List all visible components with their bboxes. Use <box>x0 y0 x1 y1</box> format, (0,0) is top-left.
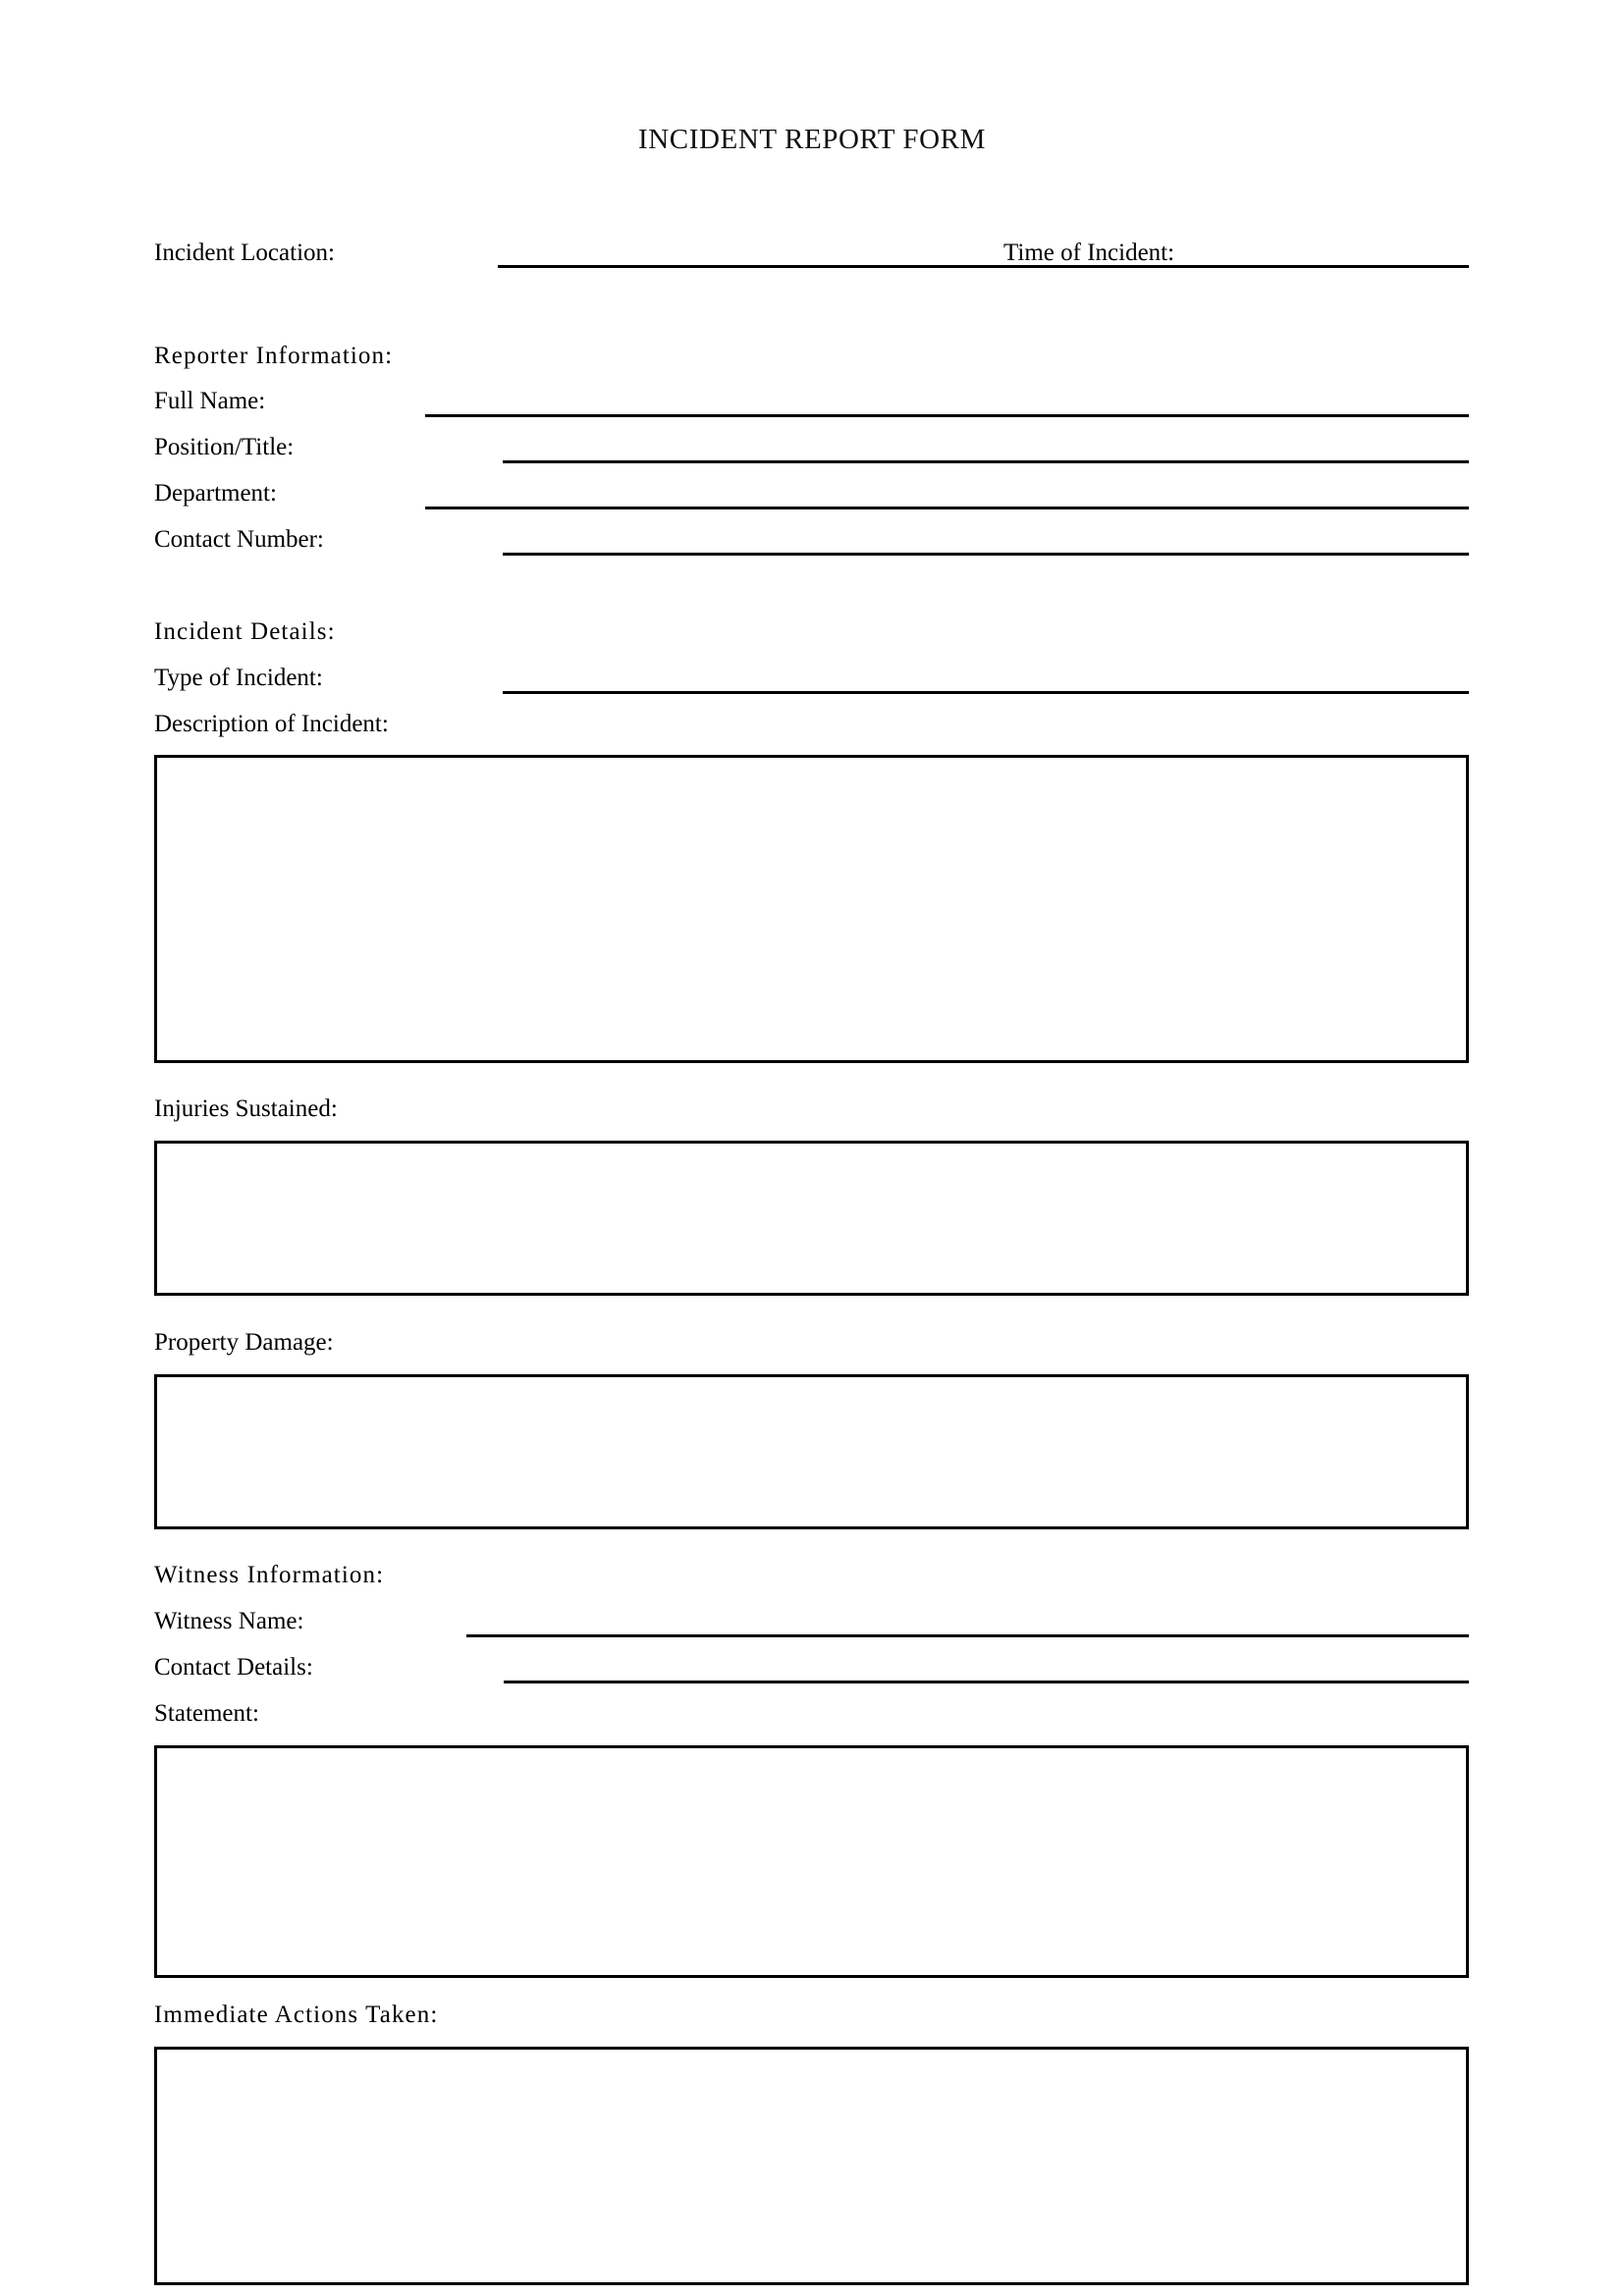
description-of-incident-textarea[interactable] <box>154 755 1469 1063</box>
time-of-incident-label: Time of Incident: <box>1003 240 1175 266</box>
type-of-incident-label: Type of Incident: <box>154 665 323 691</box>
statement-label: Statement: <box>154 1700 259 1727</box>
injuries-sustained-label: Injuries Sustained: <box>154 1095 338 1122</box>
description-of-incident-label: Description of Incident: <box>154 711 389 737</box>
position-title-label: Position/Title: <box>154 434 295 460</box>
witness-name-input-rule[interactable] <box>466 1634 1469 1637</box>
property-damage-textarea[interactable] <box>154 1374 1469 1529</box>
page-title: INCIDENT REPORT FORM <box>637 124 986 155</box>
department-input-rule[interactable] <box>425 507 1469 509</box>
full-name-label: Full Name: <box>154 388 266 414</box>
full-name-input-rule[interactable] <box>425 414 1469 417</box>
witness-name-label: Witness Name: <box>154 1608 304 1634</box>
department-label: Department: <box>154 480 277 507</box>
injuries-sustained-textarea[interactable] <box>154 1141 1469 1296</box>
immediate-actions-taken-heading: Immediate Actions Taken: <box>154 2002 439 2028</box>
type-of-incident-input-rule[interactable] <box>503 691 1469 694</box>
position-title-input-rule[interactable] <box>503 460 1469 463</box>
property-damage-label: Property Damage: <box>154 1329 334 1356</box>
incident-location-label: Incident Location: <box>154 240 335 266</box>
contact-details-input-rule[interactable] <box>504 1681 1469 1683</box>
statement-textarea[interactable] <box>154 1745 1469 1978</box>
reporter-information-heading: Reporter Information: <box>154 343 394 369</box>
witness-information-heading: Witness Information: <box>154 1562 385 1588</box>
incident-details-heading: Incident Details: <box>154 618 336 645</box>
contact-details-label: Contact Details: <box>154 1654 313 1681</box>
immediate-actions-taken-textarea[interactable] <box>154 2047 1469 2285</box>
incident-location-time-input-rule[interactable] <box>498 265 1469 268</box>
contact-number-label: Contact Number: <box>154 526 324 553</box>
contact-number-input-rule[interactable] <box>503 553 1469 556</box>
